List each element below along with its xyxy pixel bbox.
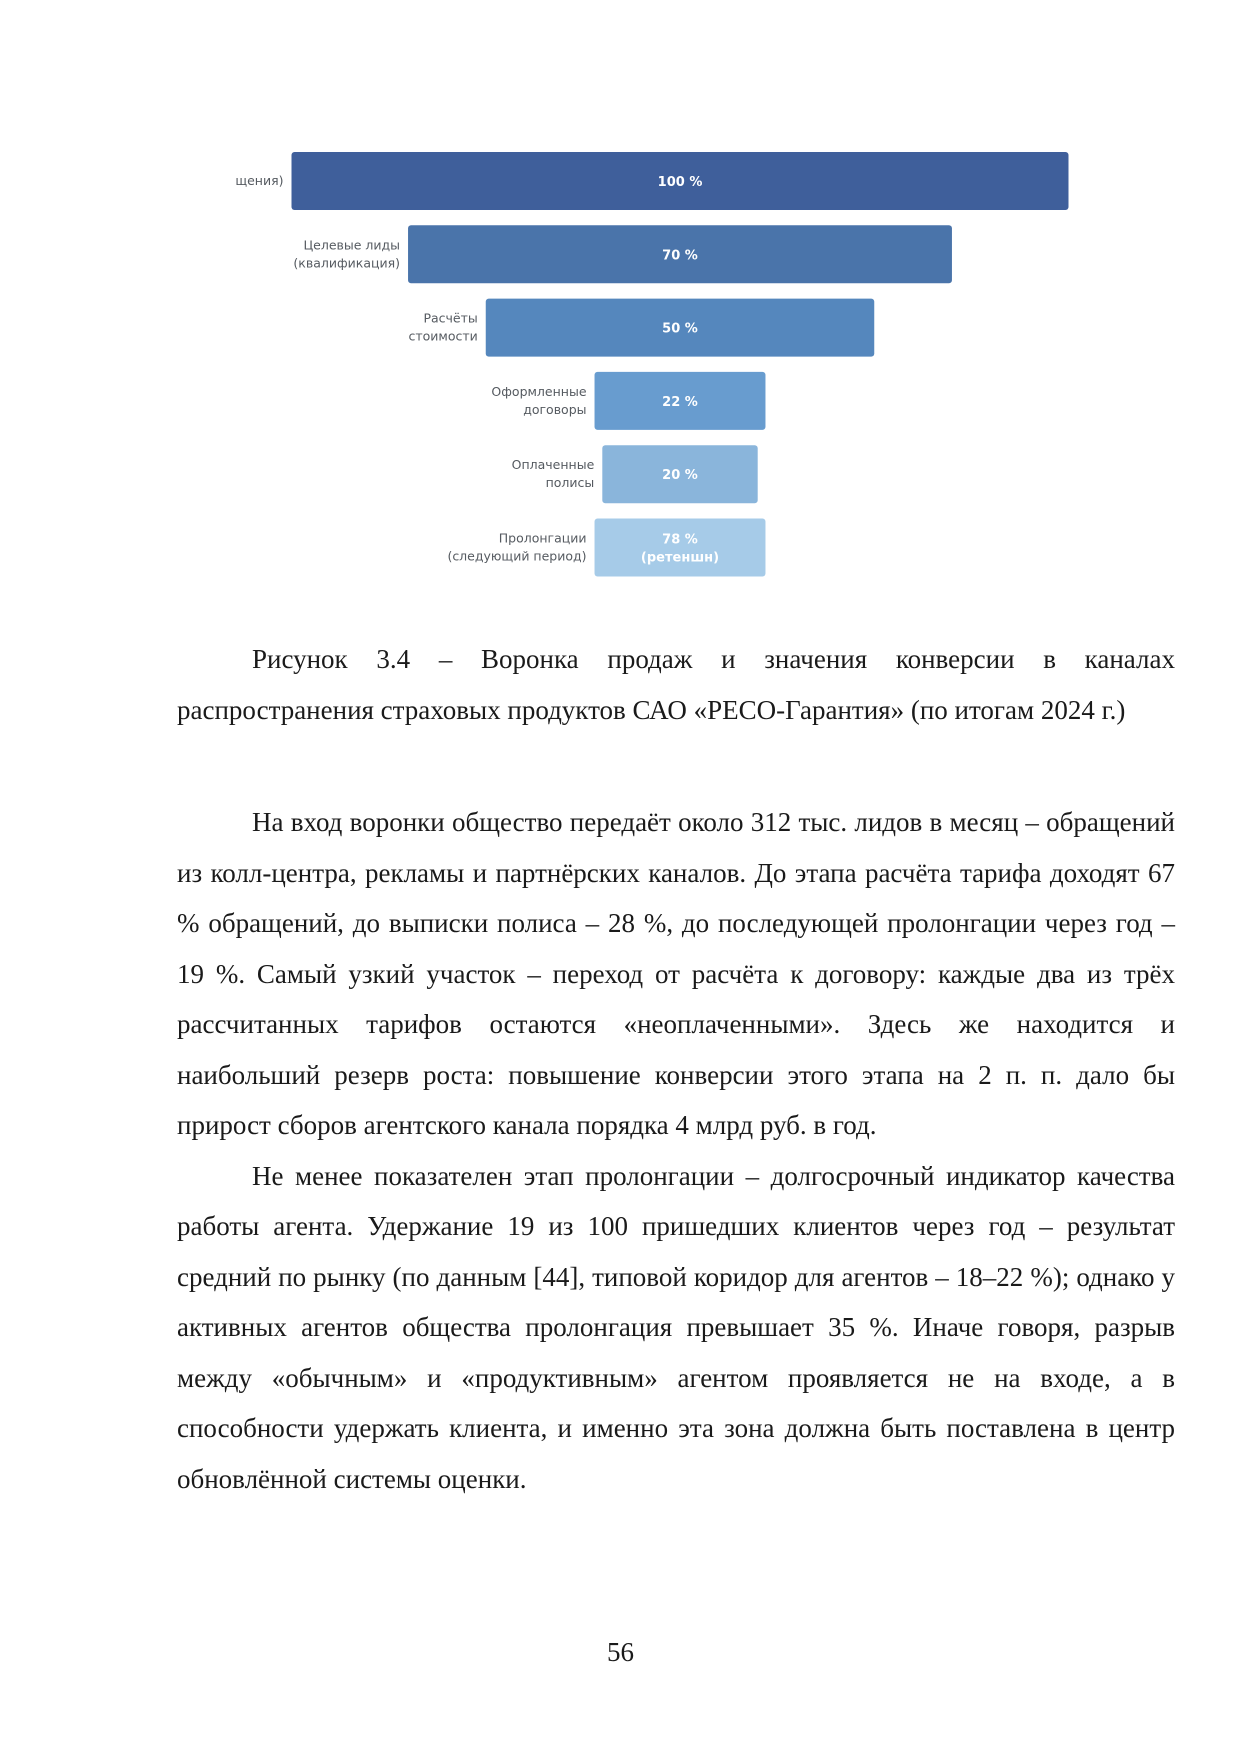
funnel-stage-label-4: договоры <box>523 401 587 417</box>
funnel-stage-label-2: (квалификация) <box>293 255 401 271</box>
funnel-stage-label-1: щения) <box>235 173 284 188</box>
funnel-stage-label-5: Оплаченные <box>511 457 595 473</box>
paragraph-2: Не менее показателен этап пролонгации – долгосрочный индикатор качества работы агента. Удержание 19 из 100 пришедших клиентов через год – результат средний по рынку (по данным [44], типовой коридор для агентов – 18–22 %); однако у активных агентов общества пролонгация превышает 35 %. Иначе говоря, разрыв между «обычным» и «продуктивным» агентом проявляется не на входе, а в способности удержать клиента, и именно эта зона должна быть поставлена в центр обновлённой системы оценки. <box>177 1160 1175 1494</box>
funnel-stage-label-2: Целевые лиды <box>303 237 401 253</box>
funnel-value-label-6: 78 % <box>662 532 698 548</box>
figure-caption <box>177 634 1175 735</box>
caption-text: Рисунок 3.4 – Воронка продаж и значения конверсии в каналах распространения страховых продуктов САО «РЕСО-Гарантия» (по итогам 2024 г.) <box>177 644 1175 725</box>
funnel-value-label-1: 100 % <box>657 175 703 190</box>
funnel-stage-label-5: полисы <box>545 475 595 491</box>
funnel-value-label-4: 22 % <box>662 394 698 410</box>
funnel-stage-label-3: Расчёты <box>423 310 478 326</box>
funnel-value-label-2: 70 % <box>662 248 698 264</box>
funnel-stage-label-3: стоимости <box>408 328 478 344</box>
funnel-value-label-3: 50 % <box>662 321 698 337</box>
sales-funnel-chart <box>0 0 1241 600</box>
funnel-value-label-6: (ретеншн) <box>640 550 720 566</box>
funnel-stage-label-4: Оформленные <box>491 383 587 399</box>
funnel-bar-6 <box>595 519 766 577</box>
paragraph-1: На вход воронки общество передаёт около 312 тыс. лидов в месяц – обращений из колл-центра, рекламы и партнёрских каналов. До этапа расчёта тарифа доходят 67 % обращений, до выписки полиса – 28 %, до последующей пролонгации через год – 19 %. Самый узкий участок – переход от расчёта к договору: каждые два из трёх рассчитанных тарифов остаются «неоплаченными». Здесь же находится и наибольший резерв роста: повышение конверсии этого этапа на 2 п. п. дало бы прирост сборов агентского канала порядка 4 млрд руб. в год. <box>177 807 1175 1140</box>
funnel-stage-label-6: Пролонгации <box>498 530 587 546</box>
page-number: 56 <box>607 1637 634 1667</box>
body-text <box>177 797 1175 1504</box>
funnel-stage-label-6: (следующий период) <box>447 548 587 564</box>
funnel-value-label-5: 20 % <box>662 468 698 484</box>
